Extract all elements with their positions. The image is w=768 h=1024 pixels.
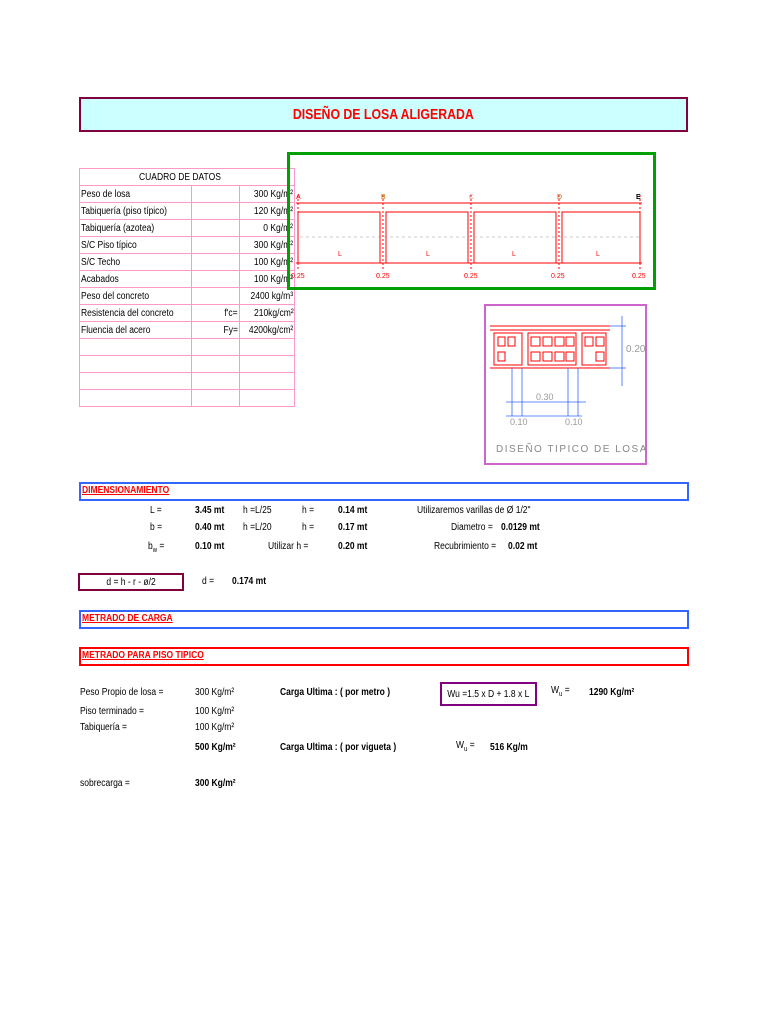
- data-table-empty-row: [80, 390, 295, 407]
- data-table-row: [80, 305, 295, 322]
- bw-value: 0.10 mt: [195, 541, 225, 552]
- use-h-value: 0.20 mt: [338, 541, 368, 552]
- beam-diagram: [287, 152, 656, 290]
- data-row-symbol: [191, 271, 239, 288]
- piso-term-value: 100 Kg/m²: [195, 706, 235, 717]
- metrado-piso-header: [79, 647, 689, 666]
- data-row-symbol: f'c=: [191, 305, 239, 322]
- wu-metro-label: $W_u$ =: [551, 685, 570, 698]
- data-empty-cell: [191, 390, 239, 407]
- h1-label: h =: [302, 505, 315, 516]
- carga-metro-label: Carga Ultima : ( por metro ): [280, 687, 391, 698]
- h2-value: 0.17 mt: [338, 522, 368, 533]
- support-label-c: C: [469, 194, 475, 201]
- beam-diagram-svg: [290, 155, 653, 287]
- carga-vigueta-label: Carga Ultima : ( por vigueta ): [280, 742, 397, 753]
- data-row-label: Acabados: [80, 271, 192, 288]
- data-row-symbol: Fy=: [191, 322, 239, 339]
- data-row-symbol: [191, 254, 239, 271]
- data-table-row: [80, 254, 295, 271]
- data-table-empty-row: [80, 356, 295, 373]
- piso-term-label: Piso terminado =: [80, 706, 145, 717]
- span-label-4: L: [596, 251, 600, 258]
- support-label-d: D: [557, 194, 563, 201]
- data-table-row: [80, 186, 295, 203]
- data-empty-cell: [80, 356, 192, 373]
- data-row-label: Peso de losa: [80, 186, 192, 203]
- support-label-e: E: [636, 194, 641, 201]
- d-formula-box: [78, 573, 184, 591]
- data-empty-cell: [191, 339, 239, 356]
- data-row-value: 100 Kg/m²: [239, 271, 294, 288]
- data-table-empty-row: [80, 339, 295, 356]
- data-row-value: 300 Kg/m²: [239, 186, 294, 203]
- data-row-label: Fluencia del acero: [80, 322, 192, 339]
- use-h-label: Utilizar h =: [268, 541, 309, 552]
- tabiqueria-value: 100 Kg/m²: [195, 722, 235, 733]
- data-table-row: [80, 220, 295, 237]
- b-value: 0.40 mt: [195, 522, 225, 533]
- span-label-3: L: [512, 251, 516, 258]
- support-width-a: 0.25: [291, 273, 305, 280]
- data-empty-cell: [80, 390, 192, 407]
- wu-metro-value: 1290 Kg/m²: [589, 687, 635, 698]
- support-width-c: 0.25: [464, 273, 478, 280]
- data-table-row: [80, 237, 295, 254]
- diam-label: Diametro =: [451, 522, 493, 533]
- section-rib-width-2: 0.10: [565, 417, 583, 427]
- data-row-symbol: [191, 288, 239, 305]
- data-table-row: [80, 271, 295, 288]
- dimensionamiento-heading: DIMENSIONAMIENTO: [82, 485, 170, 496]
- data-row-label: Tabiquería (azotea): [80, 220, 192, 237]
- h2-label: h =: [302, 522, 315, 533]
- support-width-e: 0.25: [632, 273, 646, 280]
- tabiqueria-label: Tabiquería =: [80, 722, 128, 733]
- b-label: b =: [150, 522, 163, 533]
- support-label-a: A: [296, 194, 301, 201]
- span-label-1: L: [338, 251, 342, 258]
- rebar-text: Utilizaremos varillas de Ø 1/2": [417, 505, 531, 516]
- sobrecarga-label: sobrecarga =: [80, 778, 130, 789]
- h1-value: 0.14 mt: [338, 505, 368, 516]
- data-row-value: 300 Kg/m²: [239, 237, 294, 254]
- data-row-value: 2400 kg/m³: [239, 288, 294, 305]
- section-caption: DISEÑO TIPICO DE LOSA: [496, 444, 645, 455]
- support-width-b: 0.25: [376, 273, 390, 280]
- metrado-piso-heading: METRADO PARA PISO TIPICO: [82, 650, 204, 661]
- sobrecarga-value: 300 Kg/m²: [195, 778, 236, 789]
- page-title-box: [79, 97, 688, 132]
- wu-vigueta-label: $W_u$ =: [456, 740, 475, 753]
- data-row-value: 100 Kg/m²: [239, 254, 294, 271]
- section-diagram: [484, 304, 647, 465]
- section-spacing-label: 0.30: [536, 392, 554, 402]
- cover-value: 0.02 mt: [508, 541, 538, 552]
- span-label-2: L: [426, 251, 430, 258]
- h1-formula: h =L/25: [243, 505, 272, 516]
- data-row-label: S/C Piso típico: [80, 237, 192, 254]
- data-row-symbol: [191, 186, 239, 203]
- data-empty-cell: [80, 373, 192, 390]
- support-label-b: B: [381, 194, 386, 201]
- data-table-empty-row: [80, 373, 295, 390]
- cover-label: Recubrimiento =: [434, 541, 497, 552]
- section-diagram-svg: [486, 306, 645, 463]
- data-empty-cell: [239, 373, 294, 390]
- data-row-value: 210kg/cm²: [239, 305, 294, 322]
- data-table: [79, 168, 295, 407]
- data-row-value: 120 Kg/m²: [239, 203, 294, 220]
- data-empty-cell: [239, 339, 294, 356]
- l-label: L =: [150, 505, 162, 516]
- dimensionamiento-header: [79, 482, 689, 501]
- total-load-value: 500 Kg/m²: [195, 742, 236, 753]
- data-row-symbol: [191, 237, 239, 254]
- data-row-value: 4200kg/cm²: [239, 322, 294, 339]
- bw-label: $b_w$ =: [148, 541, 165, 554]
- data-row-label: S/C Techo: [80, 254, 192, 271]
- data-table-row: [80, 203, 295, 220]
- page-title: DISEÑO DE LOSA ALIGERADA: [293, 106, 474, 123]
- h2-formula: h =L/20: [243, 522, 272, 533]
- data-table-header: CUADRO DE DATOS: [80, 169, 295, 186]
- data-row-symbol: [191, 220, 239, 237]
- data-table-row: [80, 288, 295, 305]
- l-value: 3.45 mt: [195, 505, 225, 516]
- data-row-symbol: [191, 203, 239, 220]
- diam-value: 0.0129 mt: [501, 522, 540, 533]
- metrado-heading: METRADO DE CARGA: [82, 613, 173, 624]
- metrado-header: [79, 610, 689, 629]
- section-rib-width-1: 0.10: [510, 417, 528, 427]
- data-empty-cell: [80, 339, 192, 356]
- data-empty-cell: [191, 356, 239, 373]
- wu-formula: Wu =1.5 x D + 1.8 x L: [447, 688, 530, 700]
- data-row-label: Resistencia del concreto: [80, 305, 192, 322]
- d-formula: d = h - r - ø/2: [106, 576, 156, 588]
- data-empty-cell: [191, 373, 239, 390]
- data-row-value: 0 Kg/m²: [239, 220, 294, 237]
- support-width-d: 0.25: [551, 273, 565, 280]
- data-table-row: [80, 322, 295, 339]
- data-empty-cell: [239, 356, 294, 373]
- section-height-label: 0.20: [626, 344, 645, 355]
- peso-propio-label: Peso Propio de losa =: [80, 687, 164, 698]
- d-label: d =: [202, 576, 215, 587]
- data-row-label: Peso del concreto: [80, 288, 192, 305]
- data-empty-cell: [239, 390, 294, 407]
- data-row-label: Tabiquería (piso típico): [80, 203, 192, 220]
- d-value: 0.174 mt: [232, 576, 267, 587]
- wu-vigueta-value: 516 Kg/m: [490, 742, 528, 753]
- wu-formula-box: [440, 682, 537, 706]
- peso-propio-value: 300 Kg/m²: [195, 687, 235, 698]
